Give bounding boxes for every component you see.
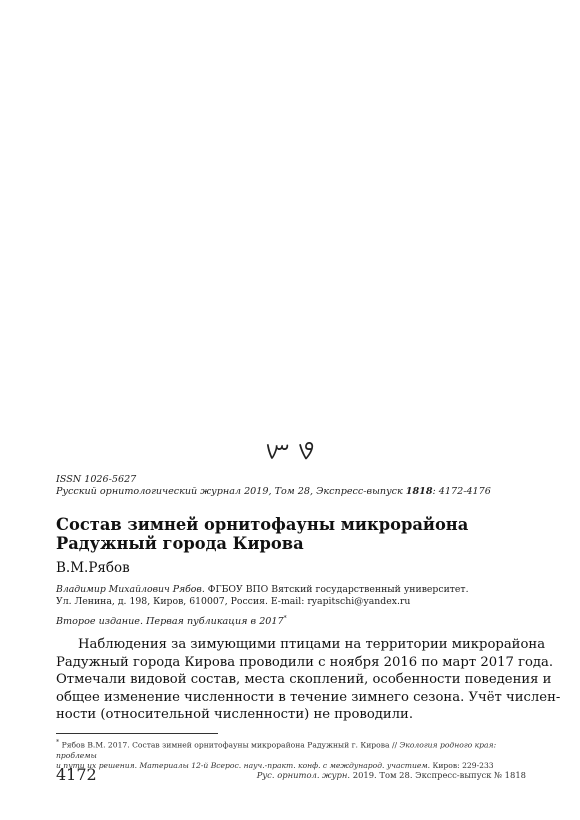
body-line: общее изменение численности в течение зимнего сезона. Учёт числен- (56, 689, 561, 705)
issue-number: 1818 (405, 486, 433, 497)
affiliation-person: Владимир Михайлович Рябов (56, 584, 202, 595)
affiliation (56, 584, 536, 608)
journal-citation (56, 486, 536, 498)
title-line-1: Состав зимней орнитофауны микрорайона (56, 515, 469, 534)
body-line: Отмечали видовой состав, места скоплений, особенности поведения и (56, 672, 552, 687)
page-range: : 4172-4176 (432, 486, 491, 497)
footnote-citation: Рябов В.М. 2017. Состав зимней орнитофауны микрорайона Радужный г. Кирова // (59, 740, 400, 750)
body-line: ности (относительной численности) не проводили. (56, 707, 414, 722)
body-line: Наблюдения за зимующими птицами на территории микрорайона (78, 637, 546, 652)
running-footer-issue: 2019. Том 28. Экспресс-выпуск № 1818 (350, 770, 526, 780)
journal-header (56, 474, 536, 498)
running-footer-journal: Рус. орнитол. журн. (256, 770, 351, 780)
footnote-source-title: Экология родного края: проблемы (56, 740, 497, 760)
issn: ISSN 1026-5627 (56, 474, 137, 485)
footnote-pages: . Киров: 229-233 (427, 760, 494, 770)
affiliation-line-1 (56, 584, 536, 596)
edition-footnote-mark: * (283, 615, 287, 622)
running-footer (257, 770, 526, 781)
footnote-divider (56, 733, 218, 734)
edition-note (56, 613, 287, 628)
footnote (56, 738, 526, 771)
body-paragraph (56, 636, 561, 724)
body-line: Радужный города Кирова проводили с ноября 2016 по март 2017 года. (56, 654, 554, 670)
author-name: В.М.Рябов (56, 560, 130, 576)
footnote-mark: * (56, 739, 60, 746)
page-number: 4172 (56, 765, 97, 784)
article-title (56, 515, 526, 553)
affiliation-line-2: Ул. Ленина, д. 198, Киров, 610007, Россия. E-mail: ryapitschi@yandex.ru (56, 596, 411, 607)
footnote-line-1 (56, 738, 526, 761)
ornament-divider: ࡐ ࡑ (265, 428, 315, 456)
footnote-source-detail: и пути их решения. Материалы 12-й Всерос. науч.-практ. конф. с международ. участием (56, 760, 428, 770)
title-line-2: Радужный города Кирова (56, 534, 304, 553)
journal-prefix: Русский орнитологический журнал 2019, Том 28, Экспресс-выпуск (56, 486, 406, 497)
edition-text: Второе издание. Первая публикация в 2017 (56, 616, 284, 628)
affiliation-institution: . ФГБОУ ВПО Вятский государственный университет. (201, 584, 469, 595)
